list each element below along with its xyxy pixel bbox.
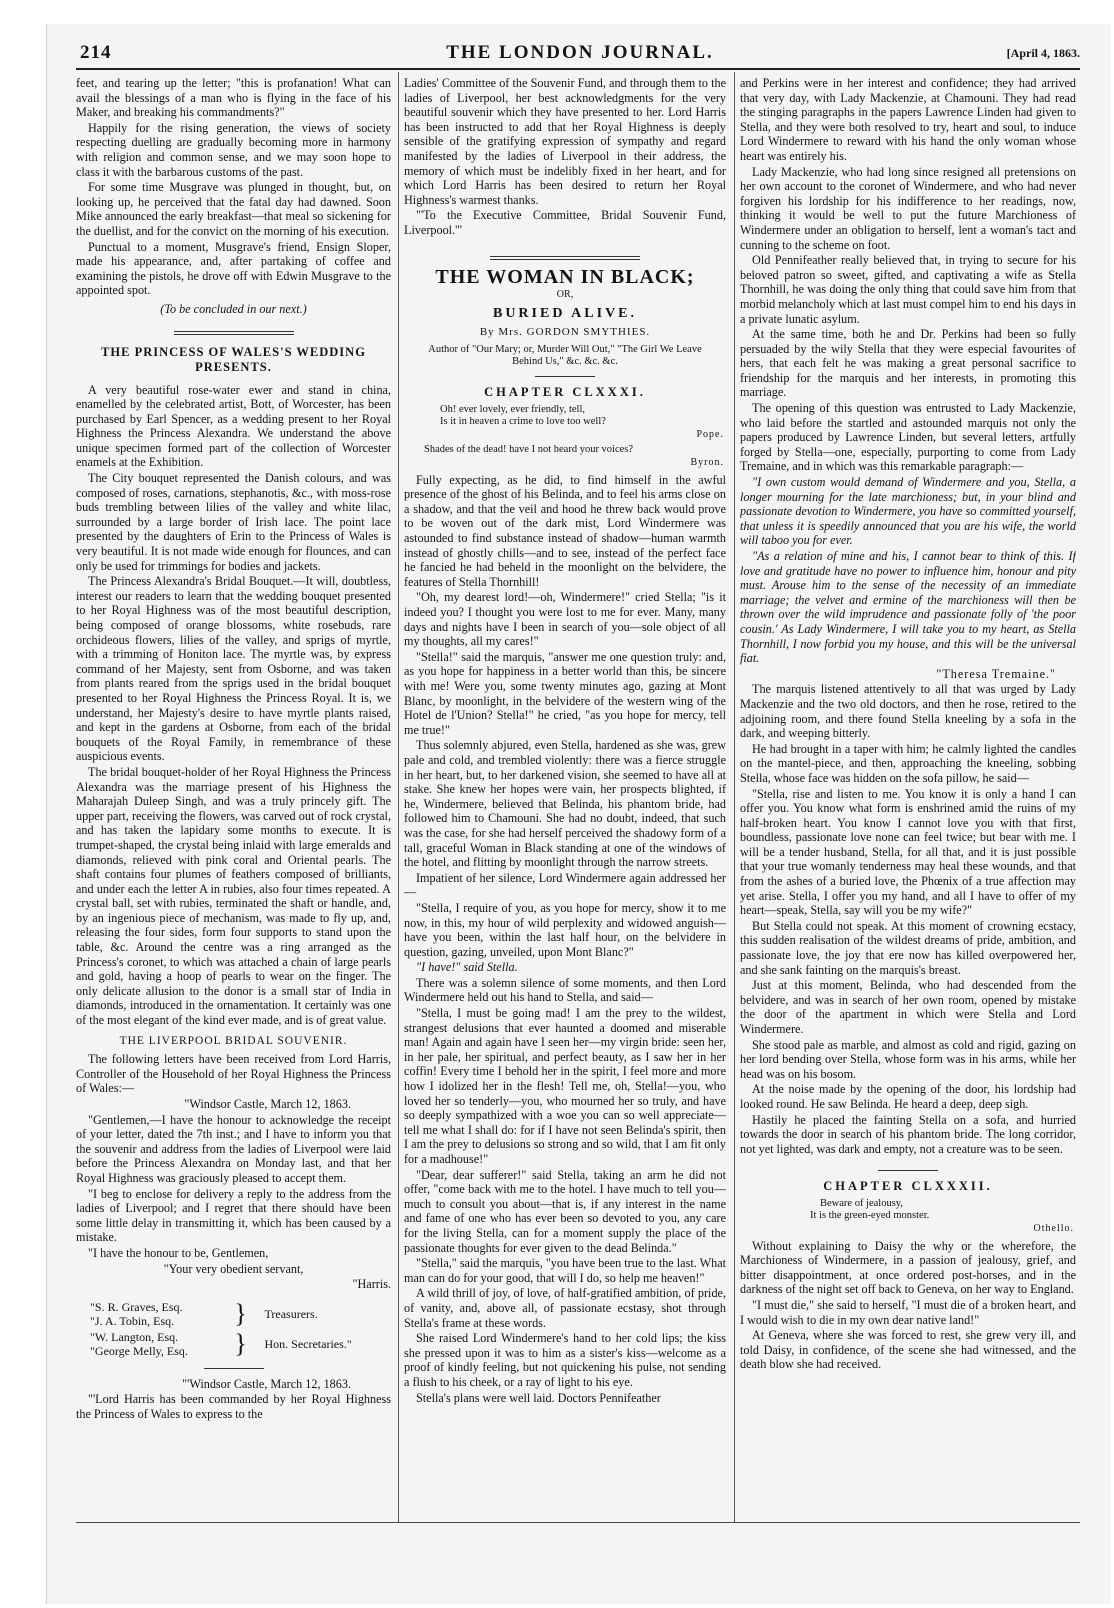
divider	[204, 1368, 264, 1369]
column-divider	[398, 72, 399, 1522]
epigraph-line: Beware of jealousy,	[820, 1197, 903, 1209]
paragraph: "Stella," said the marquis, "you have been true to the last. What man can do for your good, that will I do, so help me heaven!"	[404, 1256, 726, 1285]
paragraph: "Stella, rise and listen to me. You know it is only a hand I can offer you. You know what form is enshrined amid the ruins of my half-broken heart. You know I cannot love you with that first, boundless, passionate love none can feel twice; but bear with me. I will be a tender husband, Stella, for all that, and it is just possible that your true womanly tenderness may heal these wounds, and that from the ashes of a buried love, the Phœnix of a true affection may yet arise. Stella, I offer you my hand, and all I have to offer of my heart—speak, Stella, say will you be my wife?"	[740, 786, 1076, 918]
paragraph: "Stella, I require of you, as you hope for mercy, show it to me now, in this, my hour of wild perplexity and widowed anguish—have you been, within the last half hour, on the belvidere in question, gazing, unveiled, upon Mont Blanc?"	[404, 900, 726, 959]
paragraph: The opening of this question was entrusted to Lady Mackenzie, who laid before the startled and astounded marquis not only the papers produced by Lawrence Linden, but several letters, artfully forged by Stella—one, especially, purporting to come from Lady Tremaine, and in which was this remarkable paragraph:—	[740, 401, 1076, 474]
bottom-rule	[76, 1522, 1080, 1523]
paragraph: Happily for the rising generation, the views of society respecting duelling are gradually becoming more in harmony with religion and common sense, and we may soon hope to class it with the barbarous customs of the past.	[76, 120, 391, 179]
section-rule	[490, 256, 640, 260]
paragraph: There was a solemn silence of some moments, and then Lord Windermere held out his hand to Stella, and said—	[404, 975, 726, 1005]
paragraph: But Stella could not speak. At this moment of crowning ecstacy, this sudden realisation of the wildest dreams of pride, ambition, and passionate love, the joy that ere now has killed overpowered her, and she sank fainting on the marquis's breast.	[740, 918, 1076, 977]
paragraph: "Stella, I must be going mad! I am the prey to the wildest, strangest delusions that ever haunted a doomed and miserable man! Again and again have I seen her—my virgin bride: seen her, in her pale, her spiritual, and perfect beauty, as I saw her in her coffin! Every time I behold her in the spirit, I feel more and more how I idolized her in the flesh! Tell me, oh, Stella!—you, who loved her so tenderly—you, who mourned her so truly, and have so deeply sympathized with a woe you can so well appreciate—tell me what I shall do: for if I have not seen Belinda's spirit, then I am the prey to delusions so strong and so wild, that I am fit only for a madhouse!"	[404, 1006, 726, 1166]
page-number: 214	[80, 42, 112, 63]
divider	[535, 376, 595, 377]
paragraph: The Princess Alexandra's Bridal Bouquet.—It will, doubtless, interest our readers to learn that the wedding bouquet presented to her Royal Highness was of the most beautiful description, being composed of orange blossoms, white rosebuds, rare orchideous flowers, lilies of the valley, and sprigs of myrtle, with a trimming of Honiton lace. The myrtle was, by express command of her Majesty, sent from Osborne, and was taken from plants reared from the sprigs used in the bridal bouquet presented to her Royal Highness the Princess Royal. It is, we understand, her Majesty's desire to have myrtle plants raised, and kept in the gardens at Osborne, from each of the bridal bouquets of the Royal Family, in remembrance of these auspicious events.	[76, 574, 391, 764]
epigraph-line: It is the green-eyed monster.	[810, 1209, 930, 1221]
brace: }	[234, 1328, 247, 1358]
column-1	[76, 76, 391, 1526]
paragraph: feet, and tearing up the letter; "this is profanation! What can avail the blessings of a man who is flying in the face of his Maker, and breaking his commandments?"	[76, 76, 391, 120]
paragraph: At the noise made by the opening of the door, his lordship had looked round. He saw Belinda. He heard a deep, deep sigh.	[740, 1082, 1076, 1111]
paragraph: Just at this moment, Belinda, who had descended from the belvidere, and was in search of her own room, opened by mistake the door of the apartment in which were Stella and Lord Windermere.	[740, 978, 1076, 1036]
epigraph-source: Pope.	[696, 428, 724, 440]
letter-paragraph: "I have the honour to be, Gentlemen,	[88, 1245, 269, 1260]
page-header	[80, 40, 1080, 80]
letter-signature: "Harris.	[352, 1277, 391, 1292]
paragraph: Lady Mackenzie, who had long since resigned all pretensions on her own account to the coronet of Windermere, and who had never forgiven his lordship for his indifference to her readings, now, thinking it would be well to put the future Marchioness of Windermere under an obligation to herself, lent a woman's tact and cunning to the scheme on foot.	[740, 164, 1076, 252]
section-heading: THE PRINCESS OF WALES'S WEDDING PRESENTS.	[101, 344, 366, 374]
paragraph: "'Lord Harris has been commanded by her Royal Highness the Princess of Wales to express to the	[76, 1392, 391, 1421]
paragraph: The bridal bouquet-holder of her Royal Highness the Princess Alexandra was the marriage present of his Highness the Maharajah Duleep Singh, and was a truly princely gift. The upper part, receiving the flowers, was carved out of rock crystal, and has taken the lapidary some months to execute. It is trumpet-shaped, the crystal being inlaid with large emeralds and diamonds, relieved with pink coral and Oriental pearls. The shaft contains four plumes of feathers composed of brilliants, and under each the letter A in rubies, also four times repeated. A crystal ball, set with rubies, terminated the shaft or handle, and, by an ingenious piece of mechanism, was made to fly up, and, releasing the four sides, form four supports to stand upon the table, &c. Around the centre was a ring arranged as the Princess's coronet, to which was attached a chain of large pearls and gold, having a hoop of pearls to wear on the finger. The only delicate allusion to the donor is a small star of India in diamonds, introduced in the ornamentation. It certainly was one of the most elegant of the kind ever made, and is of great value.	[76, 764, 391, 1028]
issue-date: [April 4, 1863.	[1006, 46, 1080, 60]
story-title: THE WOMAN IN BLACK;	[435, 265, 695, 288]
committee-role: Treasurers.	[264, 1306, 318, 1321]
letter-closing: "Your very obedient servant,	[163, 1261, 304, 1276]
journal-title: THE LONDON JOURNAL.	[446, 42, 714, 63]
paragraph: For some time Musgrave was plunged in thought, but, on looking up, he perceived that the fatal day had dawned. Soon Mike announced the early breakfast—that meal so sickening for the duellist, and for the convict on the morning of his execution.	[76, 180, 391, 238]
subsection-heading: THE LIVERPOOL BRIDAL SOUVENIR.	[119, 1034, 348, 1047]
paragraph: Thus solemnly abjured, even Stella, hardened as she was, grew pale and cold, and trembled violently: there was a fierce struggle in her heart, but, to her darkened vision, she seemed to have all at stake. She knew her hopes were vain, her prospects blighted, if he, Windermere, believed that Belinda, his phantom bride, had followed him to Chamouni. She had no doubt, indeed, that such was the case, for she had herself perceived the shadowy form of a tall, graceful Woman in Black standing at one of the windows of the hotel, and flitting by moonlight through the narrow streets.	[404, 738, 726, 870]
paragraph: Old Pennifeather really believed that, in trying to secure for his beloved patron so sweet, gifted, and captivating a wife as Stella Thornhill, he was doing the only thing that could save him from that morbid melancholy which at last must compel him to end his days in a private lunatic asylum.	[740, 253, 1076, 326]
paragraph: At Geneva, where she was forced to rest, she grew very ill, and told Daisy, in confidence, of the scene she had witnessed, and the death blow she had received.	[740, 1328, 1076, 1372]
epigraph-source: Othello.	[1033, 1222, 1074, 1234]
committee-member: "S. R. Graves, Esq.	[90, 1299, 183, 1314]
committee-member: "George Melly, Esq.	[90, 1343, 188, 1358]
paragraph: The following letters have been received from Lord Harris, Controller of the Household of her Royal Highness the Princess of Wales:—	[76, 1052, 391, 1096]
divider	[878, 1170, 938, 1171]
epigraph-line: Is it in heaven a crime to love too well?	[440, 415, 606, 427]
paragraph: Without explaining to Daisy the why or the wherefore, the Marchioness of Windermere, in a passion of jealousy, grief, and bitter disappointment, at once ordered post-horses, and in the darkness of the night set off back to Geneva, on her way to England.	[740, 1238, 1076, 1297]
paragraph: "Oh, my dearest lord!—oh, Windermere!" cried Stella; "is it indeed you? I thought you were lost to me for ever. Many, many days and nights have I been in search of you—sole object of all my thoughts, all my cares!"	[404, 590, 726, 649]
chapter-heading: CHAPTER CLXXXII.	[823, 1179, 993, 1194]
chapter-heading: CHAPTER CLXXXI.	[484, 384, 646, 399]
story-subtitle: BURIED ALIVE.	[492, 305, 638, 321]
committee-names	[90, 1300, 226, 1328]
epigraph-source: Byron.	[690, 457, 724, 469]
dateline: "Windsor Castle, March 12, 1863.	[184, 1097, 351, 1111]
epigraph-line: Shades of the dead! have I not heard your voices?	[424, 444, 634, 456]
continuation-note: (To be concluded in our next.)	[160, 301, 307, 316]
paragraph: Ladies' Committee of the Souvenir Fund, and through them to the ladies of Liverpool, her best acknowledgments for the very beautiful souvenir which they have presented to her. Lord Harris has been instructed to add that her Royal Highness is deeply sensible of the gratifying expression of sympathy and regard manifested by the ladies of Liverpool in their address, the memory of which must be indelibly fixed in her heart, and for which Lord Harris has been desired to return her Royal Highness's warmest thanks.	[404, 76, 726, 207]
author-note: Author of "Our Mary; or, Murder Will Out," "The Girl We Leave Behind Us," &c. &c. &c.	[428, 343, 702, 367]
epigraph-line: Oh! ever lovely, ever friendly, tell,	[440, 403, 585, 415]
paragraph: A very beautiful rose-water ewer and stand in china, enamelled by the celebrated artist, Bott, of Worcester, has been purchased by Earl Spencer, as a wedding present to her Royal Highness the Princess Alexandra. We understand the above unique specimen formed part of the collection of Worcester enamels at the Exhibition.	[76, 382, 391, 470]
brace: }	[234, 1298, 247, 1328]
paragraph: Impatient of her silence, Lord Windermere again addressed her—	[404, 870, 726, 900]
paragraph: She raised Lord Windermere's hand to her cold lips; the kiss she pressed upon it was to him as a sister's kiss—welcome as a proof of kindly feeling, but not quickening his pulse, not sending a flush to his cheek, or a ray of light to his eye.	[404, 1331, 726, 1389]
paragraph: He had brought in a taper with him; he calmly lighted the candles on the mantel-piece, and then, approaching the kneeling, sobbing Stella, whose face was hidden on the sofa pillow, he said—	[740, 741, 1076, 785]
paragraph: She stood pale as marble, and almost as cold and rigid, gazing on her lord bending over Stella, whose form was in his arms, while her head was on his bosom.	[740, 1037, 1076, 1081]
paragraph: Hastily he placed the fainting Stella on a sofa, and hurried towards the door in search of his phantom bride. The long corridor, not yet lighted, was dark and empty, not a creature was to be seen.	[740, 1112, 1076, 1156]
quoted-letter: "I own custom would demand of Windermere and you, Stella, a longer mourning for the late marchioness; but, in your blind and passionate devotion to Windermere, you have so committed yourself, that unless it is speedily announced that you are his wife, the world will taboo you for ever.	[740, 475, 1076, 548]
dateline: "'Windsor Castle, March 12, 1863.	[182, 1376, 351, 1391]
column-3	[740, 76, 1076, 1526]
paragraph: Punctual to a moment, Musgrave's friend, Ensign Sloper, made his appearance, and, after partaking of coffee and examining the pistols, he drove off with Edwin Musgrave to the appointed spot.	[76, 239, 391, 298]
committee-role: Hon. Secretaries."	[264, 1336, 352, 1351]
address-line: "'To the Executive Committee, Bridal Souvenir Fund, Liverpool.'"	[404, 208, 726, 237]
paragraph: The marquis listened attentively to all that was urged by Lady Mackenzie and the two old doctors, and then he rose, retired to the adjoining room, and there found Stella kneeling by a sofa in the dark, and weeping bitterly.	[740, 682, 1076, 741]
paragraph: and Perkins were in her interest and confidence; they had arrived that very day, with Lady Mackenzie, at Chamouni. They had read the stinging paragraphs in the papers Lawrence Linden had given to Stella, and they were both resolved to try, heart and soul, to induce Lord Windermere to reward with his hand the only woman whose heart was entirely his.	[740, 76, 1076, 163]
paragraph: "Dear, dear sufferer!" said Stella, taking an arm he did not offer, "come back with me to the hotel. I have much to tell you—much to consult you about—that is, if any interest in the name and fame of one who has ever been so devoted to you, any care for the living Stella, can for a moment supply the place of the passionate thoughts for ever given to the dead Belinda."	[404, 1167, 726, 1255]
paragraph: At the same time, both he and Dr. Perkins had been so fully persuaded by the wily Stella that they were especial favourites of hers, that each felt he was making a great personal sacrifice to friendship for the marquis and her interests, in promoting this marriage.	[740, 327, 1076, 400]
paragraph: A wild thrill of joy, of love, of half-gratified ambition, of pride, of vanity, and, above all, of passionate ecstasy, shot through Stella's frame at these words.	[404, 1286, 726, 1330]
section-rule	[174, 331, 294, 335]
paragraph: Fully expecting, as he did, to find himself in the awful presence of the ghost of his Belinda, and to feel his arms close on a shadow, and that the veil and hood he threw back would prove to be woven out of the dark mist, Lord Windermere was astounded to find substance instead of shadow—human warmth instead of ghostly chills—and to see, instead of the perfect face he fancied he had beheld in the moonlight on the belvidere, the features of Stella Thornhill!	[404, 472, 726, 589]
committee-names	[90, 1330, 226, 1358]
committee-list	[88, 1298, 388, 1360]
byline: By Mrs. GORDON SMYTHIES.	[479, 326, 651, 339]
paragraph: The City bouquet represented the Danish colours, and was composed of roses, carnations, stephanotis, &c., with moss-rose buds trembling between lilies of the valley and white lilac, surrounded by a large border of Irish lace. The point lace presented by the daughters of Erin to the Princess of Wales is very beautiful. It is not made wide enough for flounces, and can only be used for trimmings for bodies and jackets.	[76, 471, 391, 573]
column-2	[404, 76, 726, 1526]
paragraph: "I must die," she said to herself, "I must die of a broken heart, and I would wish to die in my own dear native land!"	[740, 1297, 1076, 1327]
quoted-letter: "As a relation of mine and his, I cannot bear to think of this. If love and gratitude have no power to influence him, honour and pity must. Arouse him to the sense of the necessity of an immediate marriage; the velvet and ermine of the marchioness will then be thrown over the wild imprudence and passionate folly of 'the poor cousin.' As Lady Windermere, I will take you to my heart, as Stella Thornhill, I now forbid you my house, and this will be the universal fiat.	[740, 549, 1076, 666]
committee-member: "J. A. Tobin, Esq.	[90, 1313, 175, 1328]
header-rule	[76, 68, 1080, 70]
paragraph: "Stella!" said the marquis, "answer me one question truly: and, as you hope for happiness in a better world than this, be sincere with me! Were you, some twenty minutes ago, gazing at Mont Blanc, by moonlight, in the belvidere of the western wing of the Hotel de l'Union? Stella!" he cried, "as you hope for mercy, tell me true!"	[404, 649, 726, 737]
quoted-signature: "Theresa Tremaine."	[936, 666, 1056, 681]
paragraph: Stella's plans were well laid. Doctors Pennifeather	[416, 1390, 661, 1405]
letter-paragraph: "Gentlemen,—I have the honour to acknowledge the receipt of your letter, dated the 7th inst.; and I have to inform you that the souvenir and address from the ladies of Liverpool were laid before the Princess Alexandra on Monday last, and that her Royal Highness was graciously pleased to accept them.	[76, 1112, 391, 1185]
committee-member: "W. Langton, Esq.	[90, 1329, 179, 1344]
paragraph: "I have!" said Stella.	[416, 960, 518, 975]
story-title-or: OR,	[556, 289, 574, 301]
column-divider	[734, 72, 735, 1522]
letter-paragraph: "I beg to enclose for delivery a reply to the address from the ladies of Liverpool; and I regret that there should have been some little delay in transmitting it, which has been caused by a mistake.	[76, 1186, 391, 1245]
